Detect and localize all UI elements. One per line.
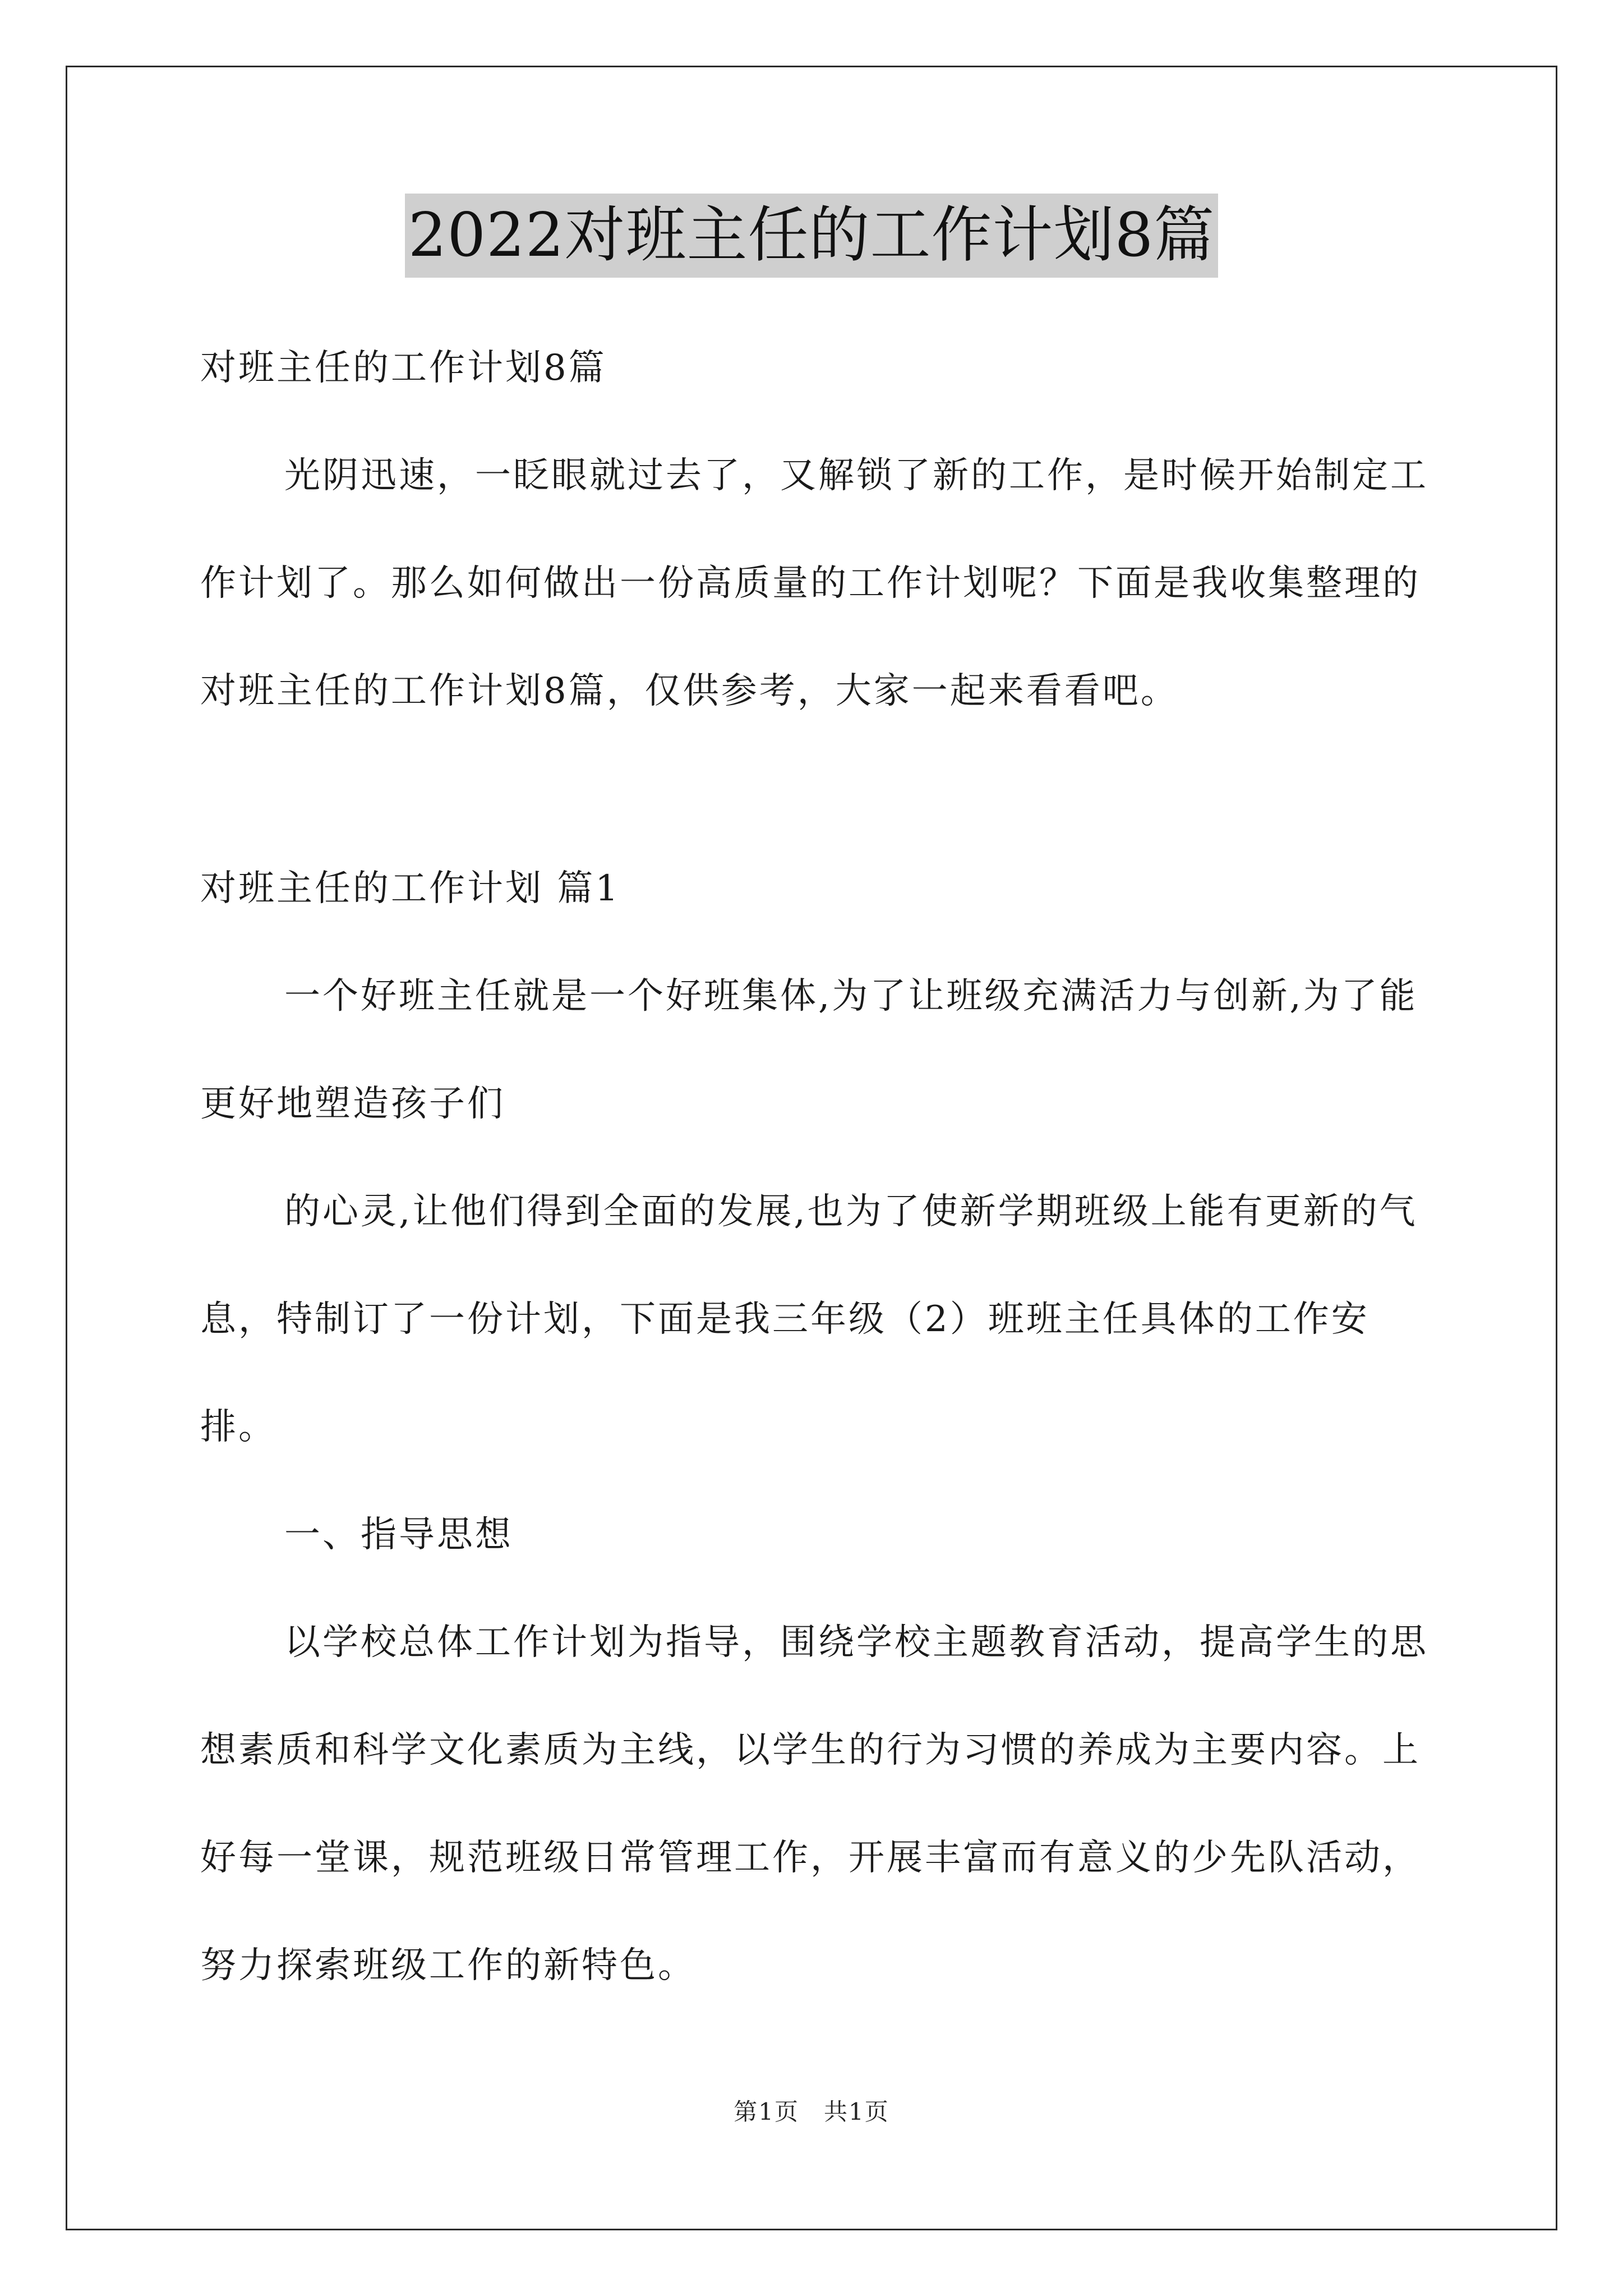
document-body: [200, 314, 1440, 2019]
body-paragraph: 以学校总体工作计划为指导，围绕学校主题教育活动，提高学生的思想素质和科学文化素质为主线，以学生的行为习惯的养成为主要内容。上好每一堂课，规范班级日常管理工作，开展丰富而有意义的少先队活动，努力探索班级工作的新特色。: [200, 1622, 1428, 1986]
page-footer: 第1页 共1页: [734, 2098, 889, 2125]
body-paragraph: 一个好班主任就是一个好班集体,为了让班级充满活力与创新,为了能更好地塑造孩子们: [200, 976, 1418, 1125]
subsection-heading: 一、指导思想: [284, 1514, 513, 1556]
document-title: 2022对班主任的工作计划8篇: [405, 194, 1219, 278]
intro-paragraph: 光阴迅速，一眨眼就过去了，又解锁了新的工作，是时候开始制定工作计划了。那么如何做出一份高质量的工作计划呢？下面是我收集整理的对班主任的工作计划8篇，仅供参考，大家一起来看看吧。: [200, 455, 1428, 712]
section-spacer: [200, 745, 1440, 835]
title-container: [0, 194, 1623, 278]
subtitle-paragraph: 对班主任的工作计划8篇: [200, 347, 607, 389]
section-heading: 对班主任的工作计划 篇1: [200, 868, 621, 909]
body-paragraph: 的心灵,让他们得到全面的发展,也为了使新学期班级上能有更新的气息，特制订了一份计划，下面是我三年级（2）班班主任具体的工作安排。: [200, 1191, 1418, 1448]
